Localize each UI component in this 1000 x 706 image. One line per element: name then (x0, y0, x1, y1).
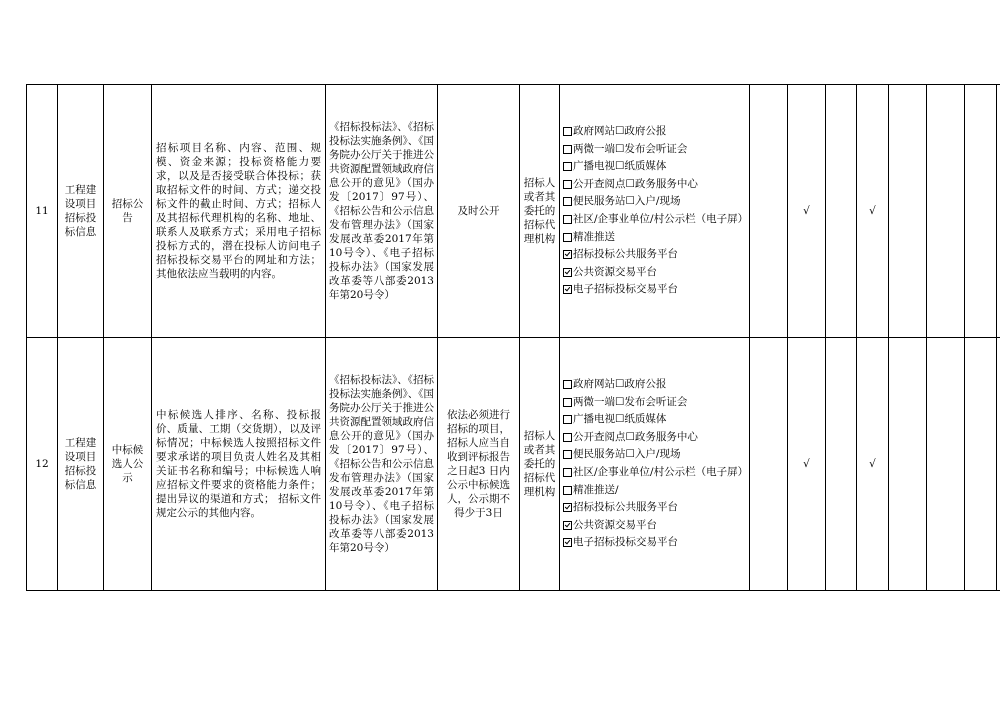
table-body (27, 85, 1000, 591)
mark-cell: √ (788, 85, 826, 338)
channel-option (563, 264, 746, 282)
row-item: 招标公告 (104, 85, 152, 338)
checkbox-icon (563, 162, 572, 171)
mark-cell (750, 338, 788, 591)
channel-option (563, 193, 746, 211)
channel-label: 招标投标公共服务平台 (573, 248, 678, 261)
row-content: 中标候选人排序、名称、投标报价、质量、工期（交货期），以及评标情况；中标候选人按照招标文件要求承诺的项目负责人姓名及其相关证书名称和编号；中标候选人响应招标文件要求的资格能力条件；提出异议的渠道和方式； 招标文件规定公示的其他内容。 (152, 338, 326, 591)
row-time: 依法必须进行招标的项目，招标人应当自收到评标报告之日起3 日内公示中标候选人，公示期不得少于3日 (438, 338, 520, 591)
mark-cell (826, 85, 857, 338)
mark-cell (965, 85, 997, 338)
channel-option (563, 446, 746, 464)
channel-option (563, 229, 746, 247)
channel-option (563, 411, 746, 429)
channel-label: 公开查阅点☐政务服务中心 (573, 430, 698, 443)
checkbox-icon (563, 415, 572, 424)
channel-option (563, 281, 746, 299)
checkbox-icon (563, 145, 572, 154)
channel-label: 政府网站☐政府公报 (573, 378, 667, 391)
channel-label: 社区/企事业单位/村公示栏（电子屏） (573, 466, 749, 478)
checkbox-icon (563, 450, 572, 459)
checkbox-icon (563, 180, 572, 189)
channel-label: 公共资源交易平台 (573, 518, 657, 531)
channel-label: 公共资源交易平台 (573, 265, 657, 278)
checked-checkbox-icon (563, 503, 572, 512)
checkbox-icon (563, 127, 572, 136)
mark-cell (997, 85, 1000, 338)
channel-label: 便民服务站☐入户/现场 (573, 195, 681, 208)
channel-option (563, 176, 746, 194)
channel-label: 广播电视☐纸质媒体 (573, 160, 667, 173)
channel-label: 招标投标公共服务平台 (573, 501, 678, 514)
checked-checkbox-icon (563, 268, 572, 277)
row-number: 12 (27, 338, 58, 591)
row-channels (560, 85, 750, 338)
channel-label: 两微一端☐发布会听证会 (573, 395, 688, 408)
channel-option (563, 429, 746, 447)
row-channels (560, 338, 750, 591)
checkbox-icon (563, 197, 572, 206)
channel-option (563, 211, 749, 229)
channel-option (563, 482, 746, 500)
row-content: 招标项目名称、内容、范围、规模、资金来源；投标资格能力要求，以及是否接受联合体投标；获取招标文件的时间、方式；递交投标文件的截止时间、方式；招标人及其招标代理机构的名称、地址、联系人及联系方式；采用电子招标投标方式的，潜在投标人访问电子招标投标交易平台的网址和方法；其他依法应当载明的内容。 (152, 85, 326, 338)
mark-cell: √ (788, 338, 826, 591)
mark-cell (927, 338, 965, 591)
row-basis: 《招标投标法》、《招标投标法实施条例》、《国务院办公厅关于推进公共资源配置领域政府信息公开的意见》（国办发〔2017〕97号）、《招标公告和公示信息发布管理办法》（国家发展改革委2017年第10号令）、《电子招标投标办法》（国家发展改革委等八部委2013年第20号令） (326, 338, 438, 591)
checkbox-icon (563, 433, 572, 442)
row-category: 工程建设项目招标投标信息 (58, 85, 104, 338)
row-subject: 招标人或者其委托的招标代理机构 (520, 338, 560, 591)
channel-label: 精准推送/ (573, 483, 619, 496)
channel-option (563, 376, 746, 394)
row-item: 中标候选人公示 (104, 338, 152, 591)
checked-checkbox-icon (563, 285, 572, 294)
channel-option (563, 534, 746, 552)
checkbox-icon (563, 233, 572, 242)
table-row (27, 338, 1000, 591)
channel-option (563, 517, 746, 535)
channel-label: 两微一端☐发布会听证会 (573, 142, 688, 155)
channel-label: 电子招标投标交易平台 (573, 536, 678, 549)
row-subject: 招标人或者其委托的招标代理机构 (520, 85, 560, 338)
mark-cell (889, 338, 927, 591)
channel-option (563, 246, 746, 264)
checked-checkbox-icon (563, 538, 572, 547)
mark-cell: √ (857, 338, 889, 591)
checkbox-icon (563, 468, 572, 477)
table-row (27, 85, 1000, 338)
mark-cell (889, 85, 927, 338)
mark-cell (750, 85, 788, 338)
channel-label: 社区/企事业单位/村公示栏（电子屏） (573, 213, 749, 225)
channel-label: 公开查阅点☐政务服务中心 (573, 177, 698, 190)
mark-cell (927, 85, 965, 338)
channel-label: 广播电视☐纸质媒体 (573, 413, 667, 426)
channel-label: 电子招标投标交易平台 (573, 283, 678, 296)
channel-label: 政府网站☐政府公报 (573, 125, 667, 138)
channel-option (563, 123, 746, 141)
mark-cell (826, 338, 857, 591)
row-basis: 《招标投标法》、《招标投标法实施条例》、《国务院办公厅关于推进公共资源配置领域政府信息公开的意见》（国办发〔2017〕97号）、《招标公告和公示信息发布管理办法》（国家发展改革委2017年第10号令）、《电子招标投标办法》（国家发展改革委等八部委2013年第20号令） (326, 85, 438, 338)
disclosure-table (26, 84, 1000, 591)
channel-option (563, 499, 746, 517)
checkbox-icon (563, 215, 572, 224)
channel-label: 便民服务站☐入户/现场 (573, 448, 681, 461)
checked-checkbox-icon (563, 250, 572, 259)
row-time: 及时公开 (438, 85, 520, 338)
checked-checkbox-icon (563, 521, 572, 530)
row-number: 11 (27, 85, 58, 338)
mark-cell (965, 338, 997, 591)
channel-option (563, 158, 746, 176)
mark-cell: √ (857, 85, 889, 338)
checkbox-icon (563, 486, 572, 495)
channel-option (563, 141, 746, 159)
channel-option (563, 394, 746, 412)
channel-label: 精准推送 (573, 230, 615, 243)
row-category: 工程建设项目招标投标信息 (58, 338, 104, 591)
mark-cell (997, 338, 1000, 591)
channel-option (563, 464, 749, 482)
checkbox-icon (563, 380, 572, 389)
checkbox-icon (563, 398, 572, 407)
